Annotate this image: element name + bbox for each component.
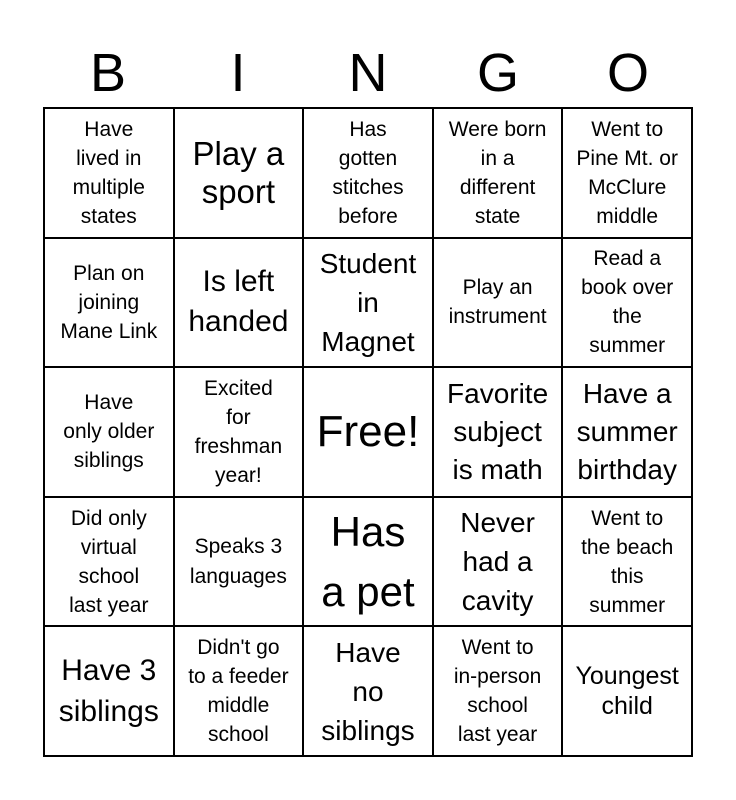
bingo-cell[interactable] xyxy=(303,238,433,368)
bingo-cell[interactable] xyxy=(303,108,433,238)
cell-text: Went to in-person school last year xyxy=(453,636,542,747)
bingo-cell[interactable] xyxy=(174,108,304,238)
bingo-cell[interactable] xyxy=(303,626,433,756)
bingo-cell[interactable] xyxy=(44,238,174,368)
cell-text: Have only older siblings xyxy=(63,391,155,473)
header-letter-o: O xyxy=(606,43,649,103)
bingo-cell[interactable] xyxy=(303,367,433,497)
bingo-cell[interactable] xyxy=(562,108,692,238)
bingo-cell[interactable] xyxy=(562,238,692,368)
cell-text: Went to the beach this summer xyxy=(581,506,674,617)
bingo-cell[interactable] xyxy=(174,626,304,756)
cell-text: Excited for freshman year! xyxy=(194,376,283,487)
bingo-cell[interactable] xyxy=(562,367,692,497)
bingo-cell[interactable] xyxy=(44,497,174,627)
header-letter-i: I xyxy=(230,43,246,103)
bingo-cell[interactable] xyxy=(174,238,304,368)
cell-text: Read a book over the summer xyxy=(581,247,674,358)
bingo-cell[interactable] xyxy=(433,367,563,497)
cell-text: Has a pet xyxy=(321,507,415,615)
cell-text: Plan on joining Mane Link xyxy=(60,261,158,343)
bingo-header xyxy=(43,40,693,106)
bingo-cell[interactable] xyxy=(433,238,563,368)
bingo-cell[interactable] xyxy=(433,626,563,756)
header-letter-g: G xyxy=(476,43,519,103)
cell-text: Have a summer birthday xyxy=(576,377,678,485)
cell-text: Didn't go to a feeder middle school xyxy=(188,636,289,747)
bingo-cell[interactable] xyxy=(562,497,692,627)
bingo-cell[interactable] xyxy=(44,108,174,238)
bingo-cell[interactable] xyxy=(433,108,563,238)
cell-text: Student in Magnet xyxy=(319,247,417,357)
cell-text: Favorite subject is math xyxy=(447,377,549,485)
cell-text: Free! xyxy=(316,406,420,456)
cell-text: Never had a cavity xyxy=(460,507,535,617)
bingo-cell[interactable] xyxy=(303,497,433,627)
cell-text: Went to Pine Mt. or McClure middle xyxy=(576,117,678,228)
cell-text: Did only virtual school last year xyxy=(69,506,149,617)
bingo-cell[interactable] xyxy=(433,497,563,627)
bingo-cell[interactable] xyxy=(174,367,304,497)
cell-text: Have no siblings xyxy=(321,636,415,746)
bingo-grid xyxy=(43,107,693,757)
bingo-cell[interactable] xyxy=(44,367,174,497)
header-letter-n: N xyxy=(348,43,388,103)
cell-text: Youngest child xyxy=(575,662,679,721)
cell-text: Is left handed xyxy=(188,265,289,339)
cell-text: Have 3 siblings xyxy=(58,654,159,729)
bingo-cell[interactable] xyxy=(174,497,304,627)
cell-text: Play an instrument xyxy=(448,276,547,329)
bingo-cell[interactable] xyxy=(562,626,692,756)
cell-text: Speaks 3 languages xyxy=(189,534,287,588)
cell-text: Have lived in multiple states xyxy=(72,117,145,228)
header-letter-b: B xyxy=(89,43,127,103)
cell-text: Were born in a different state xyxy=(448,117,547,228)
cell-text: Play a sport xyxy=(192,134,285,210)
bingo-cell[interactable] xyxy=(44,626,174,756)
cell-text: Has gotten stitches before xyxy=(332,117,404,228)
